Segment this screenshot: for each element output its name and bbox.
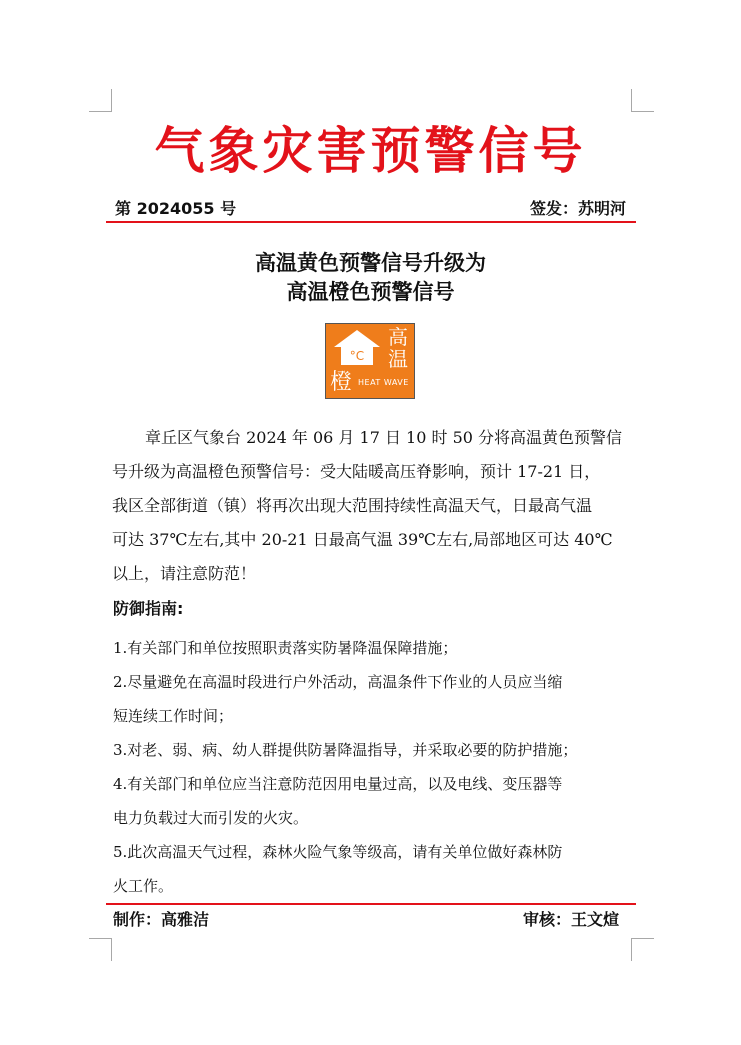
issue-header (113, 196, 631, 222)
body-line: 可达 37℃左右,其中 20-21 日最高气温 39℃左右,局部地区可达 40℃ (112, 530, 613, 549)
crop-mark-bottom-right (631, 938, 654, 961)
guidance-line: 电力负载过大而引发的火灾。 (113, 809, 309, 827)
footer-rule (106, 903, 636, 905)
guidance-line: 5.此次高温天气过程，森林火险气象等级高，请有关单位做好森林防 (113, 843, 563, 861)
hazard-label: 高温 (388, 325, 408, 371)
body-line: 以上，请注意防范！ (112, 564, 257, 583)
crop-mark-bottom-left (89, 938, 112, 961)
body-paragraph (112, 421, 632, 591)
temperature-symbol: °C (349, 349, 365, 363)
crop-mark-top-right (631, 89, 654, 112)
document-title: 气象灾害预警信号 (154, 122, 587, 180)
issuer: 签发：苏明河 (529, 199, 626, 218)
guidance-line: 火工作。 (113, 877, 174, 895)
orange-heat-warning-icon (325, 323, 415, 399)
house-body-icon (341, 347, 373, 365)
guidance-line: 短连续工作时间； (113, 707, 234, 725)
guidance-heading: 防御指南: (113, 599, 184, 618)
producer: 制作：高雅洁 (113, 910, 210, 929)
guidance-line: 3.对老、弱、病、幼人群提供防暑降温指导，并采取必要的防护措施； (113, 741, 578, 759)
body-line: 我区全部街道（镇）将再次出现大范围持续性高温天气，日最高气温 (112, 496, 593, 515)
guidance-line: 4.有关部门和单位应当注意防范因用电量过高，以及电线、变压器等 (113, 775, 563, 793)
guidance-line: 2.尽量避免在高温时段进行户外活动，高温条件下作业的人员应当缩 (113, 673, 563, 691)
header-rule (106, 221, 636, 223)
document-footer (113, 906, 631, 934)
reviewer: 审核：王文煊 (522, 910, 619, 929)
guidance-list (113, 631, 633, 903)
crop-mark-top-left (89, 89, 112, 112)
guidance-line: 1.有关部门和单位按照职责落实防暑降温保障措施； (113, 639, 458, 657)
notice-title-line-2: 高温橙色预警信号 (286, 280, 455, 304)
warning-level-label: 橙 (330, 370, 353, 395)
hazard-english-label: HEAT WAVE (358, 378, 409, 387)
body-line: 章丘区气象台 2024 年 06 月 17 日 10 时 50 分将高温黄色预警信 (145, 428, 623, 447)
house-roof-icon (334, 330, 380, 347)
body-line: 号升级为高温橙色预警信号：受大陆暖高压脊影响，预计 17-21 日， (112, 462, 601, 481)
notice-title-line-1: 高温黄色预警信号升级为 (255, 251, 486, 275)
issue-number: 第 2024055 号 (115, 199, 237, 218)
